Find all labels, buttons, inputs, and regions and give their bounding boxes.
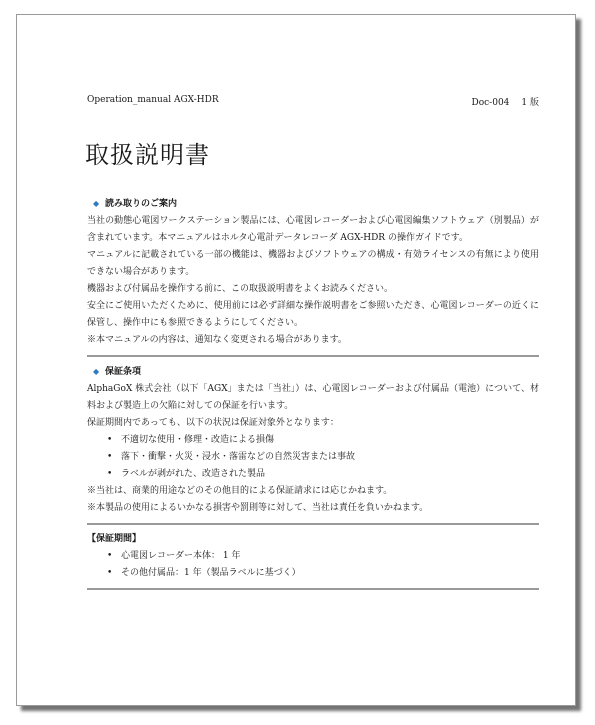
list-item: • ラベルが剥がれた、改造された製品: [107, 466, 539, 483]
paragraph: ※本マニュアルの内容は、通知なく変更される場合があります。: [87, 335, 347, 345]
document-body: [87, 195, 539, 596]
section-reading-guide-heading: [87, 195, 539, 213]
doc-edition: 1 版: [521, 98, 539, 108]
doc-id: Doc-004: [471, 98, 510, 108]
paragraph: 安全にご使用いただくために、使用前には必ず詳細な操作説明書をご参照いただき、心電図レコーダーの近くに保管し、操作中にも参照できるようにしてください。: [87, 301, 539, 328]
section-heading-text: 読み取りのご案内: [105, 199, 178, 209]
section-divider: [87, 523, 539, 525]
paragraph: マニュアルに記載されている一部の機能は、機器およびソフトウェアの構成・有効ライセンスの有無により使用できない場合があります。: [87, 250, 539, 277]
page-title: 取扱説明書: [85, 141, 210, 169]
section-divider: [87, 355, 539, 357]
warranty-period-heading: 【保証期間】: [87, 534, 142, 544]
section-heading-text: 保証条項: [105, 367, 142, 377]
doc-name: Operation_manual AGX-HDR: [87, 95, 219, 105]
diamond-bullet-icon: ◆: [93, 366, 100, 376]
diamond-bullet-icon: ◆: [93, 198, 100, 208]
document-header: [87, 95, 539, 108]
exclusion-list: [87, 432, 539, 483]
note: ※当社は、商業的用途などのその他目的による保証請求には応じかねます。: [87, 486, 393, 496]
note: ※本製品の使用によるいかなる損害や罰則等に対して、当社は責任を負いかねます。: [87, 503, 429, 513]
document-page: [16, 14, 576, 706]
warranty-period-list: [87, 548, 539, 582]
list-item: • 落下・衝撃・火災・浸水・落雷などの自然災害または事故: [107, 449, 539, 466]
paragraph: 機器および付属品を操作する前に、この取扱説明書をよくお読みください。: [87, 284, 394, 294]
section-divider: [87, 588, 539, 590]
list-item: • その他付属品：1 年（製品ラベルに基づく）: [107, 565, 539, 582]
paragraph: AlphaGoX 株式会社（以下「AGX」または「当社」）は、心電図レコーダーおよび付属品（電池）について、材料および製造上の欠陥に対しての保証を行います。: [87, 384, 539, 411]
paragraph: 保証期間内であっても、以下の状況は保証対象外となります：: [87, 418, 339, 428]
paragraph: 当社の動態心電図ワークステーション製品には、心電図レコーダーおよび心電図編集ソフトウェア（別製品）が含まれています。本マニュアルはホルタ心電計データレコーダ AGX-HDR の操作ガイドです。: [87, 216, 539, 243]
section-warranty-heading: [87, 363, 539, 381]
list-item: • 不適切な使用・修理・改造による損傷: [107, 432, 539, 449]
list-item: • 心電図レコーダー本体： 1 年: [107, 548, 539, 565]
doc-meta: [472, 95, 540, 108]
